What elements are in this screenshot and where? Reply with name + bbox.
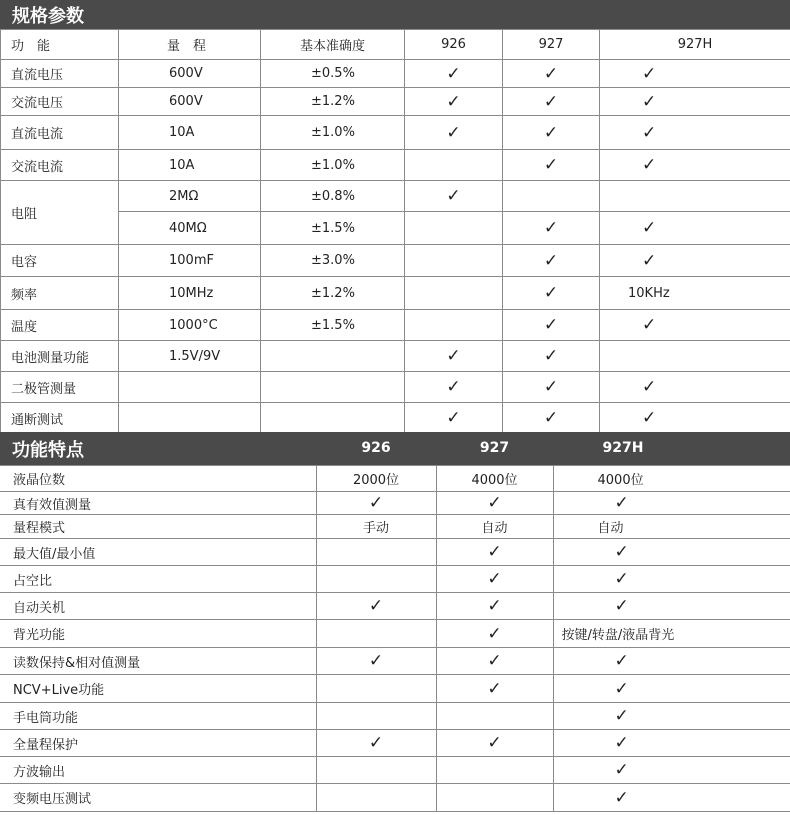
check-icon: ✓ (642, 377, 657, 397)
spec-cell-range: 600V (119, 88, 261, 116)
feature-cell-927 (436, 466, 553, 492)
spec-cell-927h (600, 403, 790, 434)
check-icon: ✓ (642, 63, 657, 84)
check-icon: ✓ (487, 623, 502, 644)
check-icon: ✓ (543, 377, 559, 397)
feature-cell-927h (553, 648, 790, 675)
spec-cell-range: 1000°C (119, 310, 261, 341)
spec-cell-function: 温度 (1, 310, 119, 341)
feature-row (0, 703, 790, 730)
spec-cell-927 (503, 245, 600, 277)
feature-row (0, 515, 790, 539)
spec-cell-927h (600, 341, 790, 372)
spec-cell-927 (503, 116, 600, 150)
feature-cell-926 (316, 730, 436, 757)
feature-cell-927 (436, 492, 553, 515)
check-icon: ✓ (642, 408, 657, 428)
feature-cell-927h (553, 593, 790, 620)
feature-cell-927 (436, 730, 553, 757)
feature-cell-926 (316, 648, 436, 675)
spec-row (1, 150, 790, 181)
check-icon: ✓ (543, 155, 559, 175)
feature-row (0, 757, 790, 784)
feature-row (0, 620, 790, 648)
feature-cell-926 (316, 466, 436, 492)
check-icon: ✓ (642, 315, 657, 335)
spec-cell-927 (503, 341, 600, 372)
spec-row (1, 181, 790, 212)
feature-cell-927h (553, 492, 790, 515)
check-icon: ✓ (543, 122, 559, 143)
spec-cell-926 (405, 245, 503, 277)
spec-cell-function: 直流电压 (1, 60, 119, 88)
spec-header-accuracy: 基本准确度 (261, 30, 405, 60)
spec-cell-927 (503, 212, 600, 245)
spec-cell-range: 40MΩ (119, 212, 261, 245)
spec-cell-926 (405, 277, 503, 310)
spec-cell-accuracy (261, 403, 405, 434)
check-icon: ✓ (543, 408, 559, 428)
feature-cell-name: 读数保持&相对值测量 (0, 648, 316, 675)
feature-cell-name: 手电筒功能 (0, 703, 316, 730)
spec-header-927: 927 (503, 30, 600, 60)
check-icon: ✓ (642, 91, 657, 112)
feature-cell-text: 2000位 (352, 473, 400, 488)
spec-cell-function: 电阻 (1, 181, 119, 245)
check-icon: ✓ (543, 283, 559, 303)
check-icon: ✓ (487, 493, 502, 513)
spec-cell-927 (503, 181, 600, 212)
feature-cell-926 (316, 539, 436, 566)
spec-header-926: 926 (405, 30, 503, 60)
check-icon: ✓ (368, 733, 384, 753)
spec-cell-926 (405, 212, 503, 245)
check-icon: ✓ (368, 651, 384, 671)
feature-cell-926 (316, 675, 436, 703)
spec-cell-927h (600, 181, 790, 212)
spec-cell-text: 10KHz (628, 285, 670, 301)
spec-header-row (1, 30, 790, 60)
spec-cell-accuracy: ±1.0% (261, 150, 405, 181)
feature-cell-927h (553, 675, 790, 703)
feature-cell-927 (436, 784, 553, 812)
feature-cell-name: 方波输出 (0, 757, 316, 784)
feature-cell-927 (436, 539, 553, 566)
features-section-header (0, 432, 790, 465)
feature-cell-name: 液晶位数 (0, 466, 316, 492)
spec-cell-function: 交流电流 (1, 150, 119, 181)
check-icon: ✓ (614, 542, 629, 562)
spec-header-927h: 927H (600, 30, 790, 60)
spec-cell-927 (503, 372, 600, 403)
check-icon: ✓ (614, 493, 629, 513)
spec-row (1, 341, 790, 372)
feature-cell-text: 4000位 (597, 473, 644, 488)
feature-cell-926 (316, 620, 436, 648)
spec-cell-927 (503, 403, 600, 434)
check-icon: ✓ (614, 569, 629, 589)
feature-cell-926 (316, 703, 436, 730)
spec-cell-927h (600, 372, 790, 403)
spec-cell-range (119, 403, 261, 434)
spec-cell-range: 600V (119, 60, 261, 88)
feature-cell-927h (553, 466, 790, 492)
spec-cell-927h (600, 150, 790, 181)
spec-cell-accuracy: ±1.5% (261, 310, 405, 341)
feature-cell-926 (316, 593, 436, 620)
check-icon: ✓ (487, 542, 502, 562)
feature-cell-927 (436, 566, 553, 593)
spec-cell-range: 1.5V/9V (119, 341, 261, 372)
spec-row (1, 245, 790, 277)
spec-cell-range: 10A (119, 116, 261, 150)
feature-row (0, 566, 790, 593)
features-table (0, 465, 790, 812)
spec-row (1, 212, 790, 245)
spec-cell-accuracy: ±1.0% (261, 116, 405, 150)
spec-cell-accuracy: ±0.8% (261, 181, 405, 212)
feature-cell-927h (553, 620, 790, 648)
feature-cell-927 (436, 648, 553, 675)
feature-cell-927 (436, 757, 553, 784)
spec-row (1, 88, 790, 116)
feature-row (0, 730, 790, 757)
feature-cell-926 (316, 784, 436, 812)
spec-cell-function: 电池测量功能 (1, 341, 119, 372)
spec-cell-range: 100mF (119, 245, 261, 277)
check-icon: ✓ (487, 651, 502, 671)
check-icon: ✓ (446, 377, 461, 397)
check-icon: ✓ (487, 596, 502, 616)
spec-cell-927h (600, 88, 790, 116)
check-icon: ✓ (487, 569, 502, 589)
spec-cell-range: 10A (119, 150, 261, 181)
check-icon: ✓ (642, 250, 657, 271)
feature-cell-text: 按键/转盘/液晶背光 (561, 628, 675, 643)
check-icon: ✓ (614, 787, 629, 808)
spec-cell-function: 直流电流 (1, 116, 119, 150)
feature-cell-name: 量程模式 (0, 515, 316, 539)
spec-cell-function: 通断测试 (1, 403, 119, 434)
check-icon: ✓ (543, 63, 559, 84)
spec-cell-927h (600, 310, 790, 341)
spec-cell-927h (600, 245, 790, 277)
spec-header-range: 量 程 (119, 30, 261, 60)
check-icon: ✓ (642, 218, 657, 238)
check-icon: ✓ (446, 186, 461, 206)
spec-cell-927h (600, 60, 790, 88)
check-icon: ✓ (446, 408, 461, 428)
feature-cell-name: 全量程保护 (0, 730, 316, 757)
feature-cell-text: 手动 (362, 521, 389, 536)
spec-cell-926 (405, 341, 503, 372)
check-icon: ✓ (614, 733, 629, 753)
check-icon: ✓ (446, 122, 461, 143)
features-title: 功能特点 (12, 439, 84, 461)
feature-cell-926 (316, 492, 436, 515)
check-icon: ✓ (642, 155, 657, 175)
check-icon: ✓ (368, 493, 384, 513)
feature-cell-927 (436, 515, 553, 539)
feature-cell-name: 真有效值测量 (0, 492, 316, 515)
feature-cell-name: 自动关机 (0, 593, 316, 620)
spec-cell-range: 2MΩ (119, 181, 261, 212)
check-icon: ✓ (543, 250, 559, 271)
feature-row (0, 648, 790, 675)
check-icon: ✓ (614, 651, 629, 671)
spec-cell-927 (503, 277, 600, 310)
feature-cell-927 (436, 620, 553, 648)
check-icon: ✓ (446, 63, 461, 84)
spec-row (1, 310, 790, 341)
feature-cell-927h (553, 730, 790, 757)
features-header-927h: 927H (602, 440, 644, 456)
spec-cell-accuracy: ±0.5% (261, 60, 405, 88)
feature-cell-927h (553, 539, 790, 566)
feature-cell-text: 自动 (481, 521, 508, 536)
feature-cell-927 (436, 703, 553, 730)
feature-row (0, 539, 790, 566)
feature-cell-926 (316, 515, 436, 539)
feature-cell-926 (316, 757, 436, 784)
check-icon: ✓ (446, 346, 461, 366)
spec-cell-927 (503, 310, 600, 341)
feature-row (0, 492, 790, 515)
check-icon: ✓ (543, 346, 559, 366)
check-icon: ✓ (543, 91, 559, 112)
spec-cell-accuracy: ±1.2% (261, 88, 405, 116)
feature-cell-name: 占空比 (0, 566, 316, 593)
spec-cell-accuracy (261, 372, 405, 403)
spec-cell-accuracy (261, 341, 405, 372)
feature-row (0, 784, 790, 812)
feature-cell-927h (553, 566, 790, 593)
check-icon: ✓ (487, 733, 502, 753)
feature-cell-name: 变频电压测试 (0, 784, 316, 812)
spec-cell-927 (503, 60, 600, 88)
feature-cell-927h (553, 703, 790, 730)
feature-cell-927 (436, 675, 553, 703)
spec-cell-927h (600, 277, 790, 310)
spec-cell-926 (405, 372, 503, 403)
check-icon: ✓ (368, 596, 384, 616)
feature-cell-text: 4000位 (471, 473, 518, 488)
feature-cell-text: 自动 (597, 521, 624, 536)
feature-cell-name: 最大值/最小值 (0, 539, 316, 566)
spec-cell-function: 频率 (1, 277, 119, 310)
check-icon: ✓ (543, 218, 559, 238)
feature-cell-927h (553, 784, 790, 812)
check-icon: ✓ (614, 678, 629, 699)
spec-cell-927 (503, 150, 600, 181)
spec-title: 规格参数 (12, 5, 84, 27)
feature-cell-name: 背光功能 (0, 620, 316, 648)
check-icon: ✓ (543, 315, 559, 335)
check-icon: ✓ (614, 706, 629, 726)
spec-cell-926 (405, 88, 503, 116)
spec-cell-926 (405, 181, 503, 212)
feature-row (0, 675, 790, 703)
spec-cell-accuracy: ±1.5% (261, 212, 405, 245)
spec-cell-926 (405, 150, 503, 181)
check-icon: ✓ (614, 596, 629, 616)
check-icon: ✓ (446, 91, 461, 112)
spec-row (1, 60, 790, 88)
feature-cell-927h (553, 757, 790, 784)
spec-row (1, 372, 790, 403)
spec-row (1, 403, 790, 434)
spec-cell-function: 二极管测量 (1, 372, 119, 403)
spec-table (0, 29, 790, 434)
spec-cell-927h (600, 116, 790, 150)
features-header-926: 926 (361, 440, 391, 456)
spec-cell-range (119, 372, 261, 403)
feature-cell-926 (316, 566, 436, 593)
spec-section-header (0, 0, 790, 29)
feature-row (0, 593, 790, 620)
check-icon: ✓ (642, 122, 657, 143)
spec-cell-function: 电容 (1, 245, 119, 277)
spec-row (1, 277, 790, 310)
spec-cell-accuracy: ±3.0% (261, 245, 405, 277)
spec-cell-accuracy: ±1.2% (261, 277, 405, 310)
spec-cell-926 (405, 116, 503, 150)
features-header-927: 927 (479, 440, 510, 456)
spec-row (1, 116, 790, 150)
spec-cell-function: 交流电压 (1, 88, 119, 116)
feature-row (0, 466, 790, 492)
spec-header-function: 功 能 (1, 30, 119, 60)
feature-cell-927h (553, 515, 790, 539)
check-icon: ✓ (487, 678, 502, 699)
feature-cell-927 (436, 593, 553, 620)
spec-cell-range: 10MHz (119, 277, 261, 310)
spec-cell-926 (405, 60, 503, 88)
spec-cell-926 (405, 310, 503, 341)
check-icon: ✓ (614, 760, 629, 780)
feature-cell-name: NCV+Live功能 (0, 675, 316, 703)
spec-cell-927h (600, 212, 790, 245)
spec-cell-926 (405, 403, 503, 434)
spec-cell-927 (503, 88, 600, 116)
